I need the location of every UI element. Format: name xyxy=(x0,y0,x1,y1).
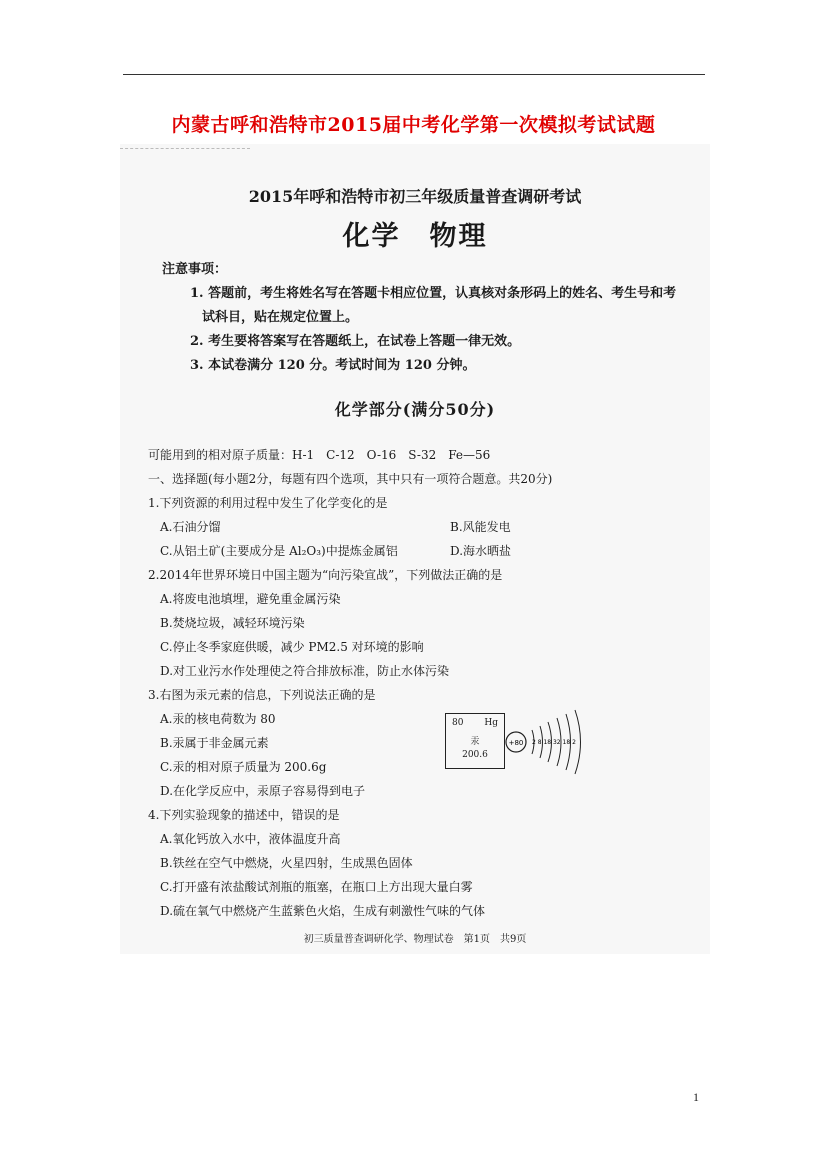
document-title: 内蒙古呼和浩特市2015届中考化学第一次模拟考试试题 xyxy=(171,114,656,136)
part-one-heading: 一、选择题(每小题2分，每题有四个选项，其中只有一项符合题意。共20分) xyxy=(148,472,553,486)
section-title: 化学部分(满分50分) xyxy=(334,400,496,419)
atomic-number: 80 xyxy=(452,718,464,728)
question-4-option-d: D.硫在氧气中燃烧产生蓝紫色火焰，生成有刺激性气味的气体 xyxy=(160,904,486,918)
mercury-atom-structure-diagram xyxy=(500,702,600,782)
question-4-stem: 4.下列实验现象的描述中，错误的是 xyxy=(148,808,340,822)
question-3-stem: 3.右图为汞元素的信息，下列说法正确的是 xyxy=(148,688,376,702)
element-name: 汞 xyxy=(470,737,480,747)
top-rule xyxy=(123,74,705,75)
question-4-option-c: C.打开盛有浓盐酸试剂瓶的瓶塞，在瓶口上方出现大量白雾 xyxy=(160,880,473,894)
question-2-stem: 2.2014年世界环境日中国主题为“向污染宣战”，下列做法正确的是 xyxy=(148,568,503,582)
question-4-option-a: A.氧化钙放入水中，液体温度升高 xyxy=(160,832,341,846)
atomic-mass: 200.6 xyxy=(462,750,488,760)
question-3-option-d: D.在化学反应中，汞原子容易得到电子 xyxy=(160,784,366,798)
mercury-element-card xyxy=(445,713,505,769)
note-2: 2. 考生要将答案写在答题纸上，在试卷上答题一律无效。 xyxy=(190,334,521,349)
shell-electron-counts: 2 8 18 32 18 2 xyxy=(532,739,576,746)
element-symbol: Hg xyxy=(484,718,498,728)
question-1-option-a: A.石油分馏 xyxy=(160,520,221,534)
scan-artifact-line xyxy=(120,148,250,149)
exam-page-footer: 初三质量普查调研化学、物理试卷 第1页 共9页 xyxy=(303,934,527,945)
question-1-option-c: C.从铝土矿(主要成分是 Al₂O₃)中提炼金属铝 xyxy=(160,544,398,558)
question-3-option-b: B.汞属于非金属元素 xyxy=(160,736,269,750)
notes-heading: 注意事项： xyxy=(162,262,228,277)
question-2-option-b: B.焚烧垃圾，减轻环境污染 xyxy=(160,616,305,630)
note-3: 3. 本试卷满分 120 分。考试时间为 120 分钟。 xyxy=(190,358,476,373)
note-1-continued: 试科目，贴在规定位置上。 xyxy=(202,310,359,325)
question-2-option-a: A.将废电池填埋，避免重金属污染 xyxy=(160,592,341,606)
question-1-option-d: D.海水晒盐 xyxy=(450,544,512,558)
question-2-option-d: D.对工业污水作处理使之符合排放标准，防止水体污染 xyxy=(160,664,450,678)
exam-heading: 2015年呼和浩特市初三年级质量普查调研考试 xyxy=(248,187,582,206)
scanned-exam-page xyxy=(120,144,710,954)
question-3-option-c: C.汞的相对原子质量为 200.6g xyxy=(160,760,327,774)
question-2-option-c: C.停止冬季家庭供暖，减少 PM2.5 对环境的影响 xyxy=(160,640,424,654)
subject-title: 化学 物理 xyxy=(342,221,488,252)
question-1-option-b: B.风能发电 xyxy=(450,520,511,534)
nucleus-charge: +80 xyxy=(508,739,524,747)
page-number: 1 xyxy=(693,1090,699,1104)
question-1-stem: 1.下列资源的利用过程中发生了化学变化的是 xyxy=(148,496,388,510)
question-3-option-a: A.汞的核电荷数为 80 xyxy=(160,712,276,726)
question-4-option-b: B.铁丝在空气中燃烧，火星四射，生成黑色固体 xyxy=(160,856,413,870)
note-1: 1. 答题前，考生将姓名写在答题卡相应位置，认真核对条形码上的姓名、考生号和考 xyxy=(190,286,677,301)
atomic-masses: 可能用到的相对原子质量：H-1 C-12 O-16 S-32 Fe—56 xyxy=(148,448,491,462)
